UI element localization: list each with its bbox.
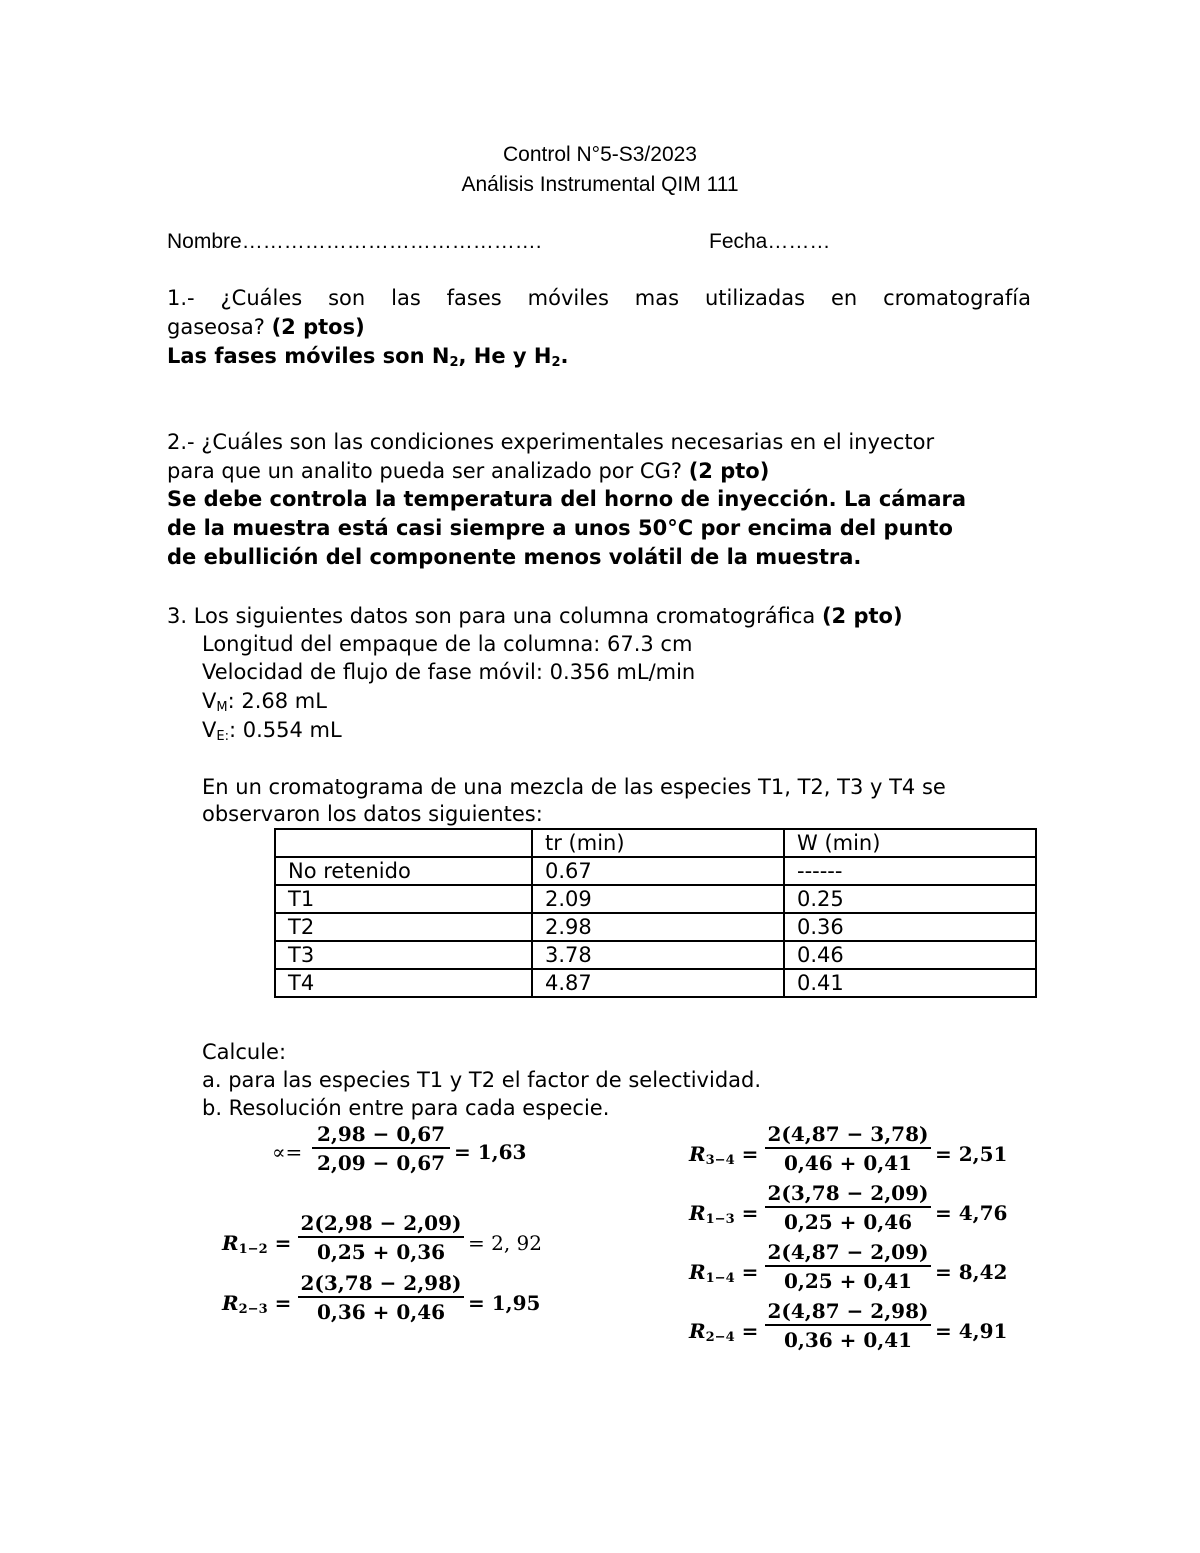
table-header-row xyxy=(275,829,1036,857)
alpha-result: = 1,63 xyxy=(454,1140,527,1164)
table-row xyxy=(275,913,1036,941)
r13-lhs: $R_{1-3}$ = xyxy=(689,1201,759,1227)
table-header-cell: W (min) xyxy=(784,829,1036,857)
r34-fraction: $\frac{2(4,87 - 3,78)}{0,46 + 0,41}$ xyxy=(765,1121,931,1177)
table-row xyxy=(275,969,1036,997)
q1-line2: gaseosa? (2 ptos) xyxy=(167,315,365,339)
table-cell: 2.09 xyxy=(532,885,784,913)
r14-lhs: $R_{1-4}$ = xyxy=(689,1260,759,1286)
r13-result: = 4,76 xyxy=(935,1201,1008,1225)
r24-result: = 4,91 xyxy=(935,1319,1008,1343)
table-cell: No retenido xyxy=(275,857,532,885)
retention-data-table xyxy=(274,828,1037,998)
r12-lhs: $R_{1-2}$ = xyxy=(222,1231,292,1257)
table-cell: 0.41 xyxy=(784,969,1036,997)
q3-flow-rate: Velocidad de flujo de fase móvil: 0.356 mL/min xyxy=(202,660,696,684)
document-title: Control N°5-S3/2023 xyxy=(502,143,697,166)
table-cell: 4.87 xyxy=(532,969,784,997)
course-subtitle: Análisis Instrumental QIM 111 xyxy=(461,173,739,196)
q2-line2: para que un analito pueda ser analizado por CG? (2 pto) xyxy=(167,459,770,483)
table-cell: T2 xyxy=(275,913,532,941)
table-cell: 0.36 xyxy=(784,913,1036,941)
table-row xyxy=(275,885,1036,913)
q3-intro: 3. Los siguientes datos son para una columna cromatográfica (2 pto) xyxy=(167,604,903,628)
q3-vm: $V_M$: 2.68 mL xyxy=(202,689,327,715)
alpha-lhs: ∝= xyxy=(272,1140,303,1164)
table-cell: 2.98 xyxy=(532,913,784,941)
table-cell: 0.25 xyxy=(784,885,1036,913)
q3-ve: $V_{E:}$: 0.554 mL xyxy=(202,718,342,744)
table-header-cell: tr (min) xyxy=(532,829,784,857)
alpha-fraction: $\frac{2,98 - 0,67}{2,09 - 0,67}$ xyxy=(312,1121,450,1177)
r24-fraction: $\frac{2(4,87 - 2,98)}{0,36 + 0,41}$ xyxy=(765,1298,931,1354)
q3-chromatogram-line1: En un cromatograma de una mezcla de las especies T1, T2, T3 y T4 se xyxy=(202,775,946,799)
r13-fraction: $\frac{2(3,78 - 2,09)}{0,25 + 0,46}$ xyxy=(765,1180,931,1236)
q3-column-length: Longitud del empaque de la columna: 67.3 cm xyxy=(202,632,693,656)
table-row xyxy=(275,941,1036,969)
table-cell: T3 xyxy=(275,941,532,969)
q3-chromatogram-line2: observaron los datos siguientes: xyxy=(202,802,543,826)
r12-result: = 2, 92 xyxy=(468,1231,543,1255)
q2-answer-line1: Se debe controla la temperatura del horno de inyección. La cámara xyxy=(167,487,967,511)
q2-answer-line2: de la muestra está casi siempre a unos 50°C por encima del punto xyxy=(167,516,953,540)
table-cell: 0.67 xyxy=(532,857,784,885)
q2-answer-line3: de ebullición del componente menos volátil de la muestra. xyxy=(167,545,862,569)
q2-line1: 2.- ¿Cuáles son las condiciones experimentales necesarias en el inyector xyxy=(167,430,935,454)
q1-answer: Las fases móviles son $N_2$, He y $H_2$. xyxy=(167,344,569,370)
table-row xyxy=(275,857,1036,885)
r23-fraction: $\frac{2(3,78 - 2,98)}{0,36 + 0,46}$ xyxy=(298,1270,464,1326)
table-cell: 0.46 xyxy=(784,941,1036,969)
q1-line1: 1.- ¿Cuáles son las fases móviles mas utilizadas en cromatografía xyxy=(167,286,1031,310)
table-cell: T4 xyxy=(275,969,532,997)
r24-lhs: $R_{2-4}$ = xyxy=(689,1319,759,1345)
table-cell: 3.78 xyxy=(532,941,784,969)
calc-item-a: a. para las especies T1 y T2 el factor de selectividad. xyxy=(202,1068,762,1092)
calc-item-b: b. Resolución entre para cada especie. xyxy=(202,1096,610,1120)
table-cell: ------ xyxy=(784,857,1036,885)
date-field-label: Fecha……… xyxy=(709,230,831,253)
calc-label: Calcule: xyxy=(202,1040,287,1064)
r34-result: = 2,51 xyxy=(935,1142,1008,1166)
r23-lhs: $R_{2-3}$ = xyxy=(222,1291,292,1317)
table-header-cell xyxy=(275,829,532,857)
r23-result: = 1,95 xyxy=(468,1291,541,1315)
table-cell: T1 xyxy=(275,885,532,913)
r14-fraction: $\frac{2(4,87 - 2,09)}{0,25 + 0,41}$ xyxy=(765,1239,931,1295)
name-field-label: Nombre……………………………………. xyxy=(167,230,542,253)
r34-lhs: $R_{3-4}$ = xyxy=(689,1142,759,1168)
r14-result: = 8,42 xyxy=(935,1260,1008,1284)
r12-fraction: $\frac{2(2,98 - 2,09)}{0,25 + 0,36}$ xyxy=(298,1210,464,1266)
